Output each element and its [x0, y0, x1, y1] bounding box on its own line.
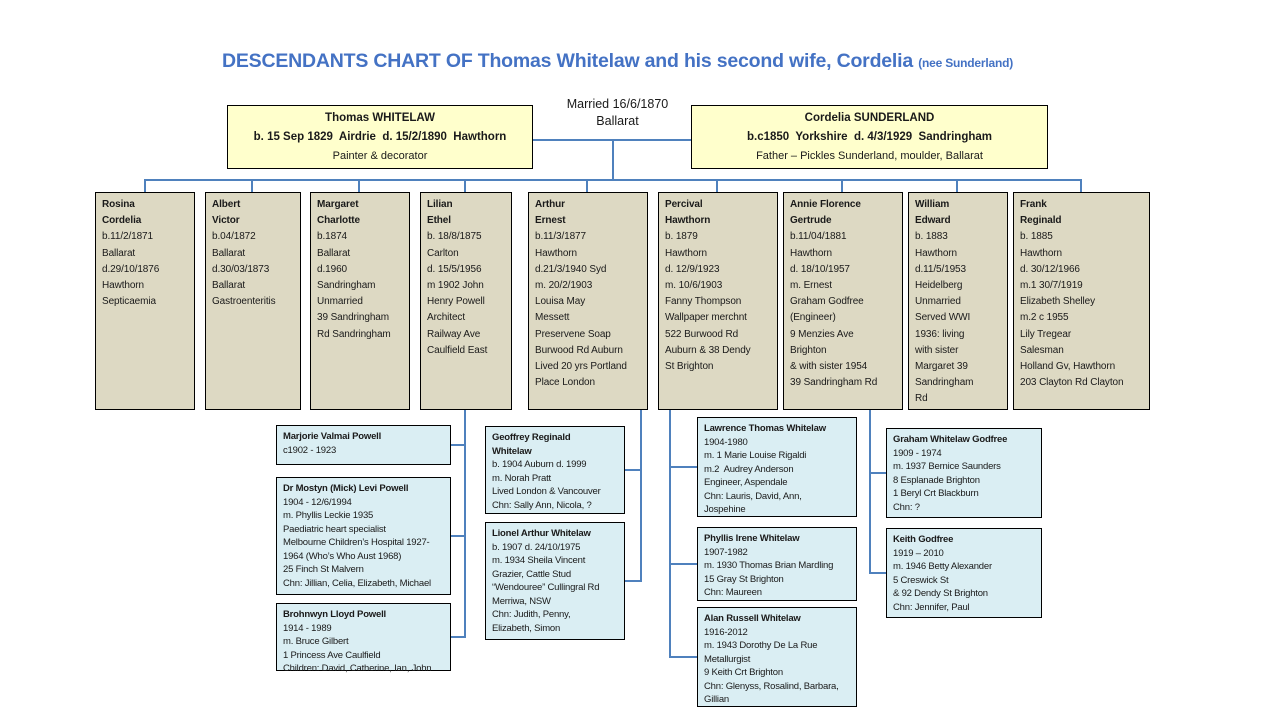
person-details: b. 1883 Hawthorn d.11/5/1953 Heidelberg Unmarried Served WWI 1936: living with sister Margaret 39 Sandringham Rd — [915, 231, 974, 405]
parent-box-thomas-whitelaw — [227, 105, 533, 169]
connector-line — [671, 656, 697, 658]
person-details: b. 18/8/1875 Carlton d. 15/5/1956 m 1902 John Henry Powell Architect Railway Ave Caulfield East — [427, 231, 488, 356]
person-details: 1914 - 1989 m. Bruce Gilbert 1 Princess Ave Caulfield Children: David, Catherine, Ian, John — [283, 622, 432, 674]
grandchild-box-lawrence-thomas-whitelaw — [697, 417, 857, 517]
person-name: Arthur Ernest — [535, 199, 566, 227]
child-box-arthur-ernest — [528, 192, 648, 410]
person-details: b. 1885 Hawthorn d. 30/12/1966 m.1 30/7/1919 Elizabeth Shelley m.2 c 1955 Lily Tregear Salesman Holland Gv, Hawthorn 203 Clayton Rd Clayton — [1020, 231, 1124, 389]
person-name: Marjorie Valmai Powell — [283, 431, 382, 442]
person-details: 1904-1980 m. 1 Marie Louise Rigaldi m.2 Audrey Anderson Engineer, Aspendale Chn: Lauris, David, Ann, Jospehine — [704, 436, 807, 515]
grandchild-box-geoffrey-reginald-whitelaw — [485, 426, 625, 514]
connector-line — [625, 469, 640, 471]
person-name: Lawrence Thomas Whitelaw — [704, 423, 826, 434]
connector-line — [464, 410, 466, 638]
person-details: 1904 - 12/6/1994 m. Phyllis Leckie 1935 Paediatric heart specialist Melbourne Children’s Hospital 1927- 1964 (Who’s Who Aust 1968) 25 Finch St Malvern Chn: Jillian, Celia, Elizabeth, Michael — [283, 496, 431, 589]
connector-line — [640, 410, 642, 582]
person-name: Lionel Arthur Whitelaw — [492, 528, 591, 539]
person-name: Brohnwyn Lloyd Powell — [283, 609, 386, 620]
person-name: Annie Florence Gertrude — [790, 199, 861, 227]
person-details: Father – Pickles Sunderland, moulder, Ballarat — [756, 150, 983, 162]
connector-line — [956, 179, 958, 192]
person-details: c1902 - 1923 — [283, 444, 337, 456]
person-name: Lilian Ethel — [427, 199, 453, 227]
child-box-rosina-cordelia — [95, 192, 195, 410]
person-name: Frank Reginald — [1020, 199, 1062, 227]
chart-title-main: DESCENDANTS CHART OF Thomas Whitelaw and his second wife, Cordelia — [221, 50, 914, 72]
person-details: 1916-2012 m. 1943 Dorothy De La Rue Metallurgist 9 Keith Crt Brighton Chn: Glenyss, Rosalind, Barbara, Gillian — [704, 626, 839, 705]
person-details: b.11/3/1877 Hawthorn d.21/3/1940 Syd m. 20/2/1903 Louisa May Messett Preservene Soap Burwood Rd Auburn Lived 20 yrs Portland Place London — [535, 231, 627, 389]
person-details: 1907-1982 m. 1930 Thomas Brian Mardling 15 Gray St Brighton Chn: Maureen — [704, 546, 834, 598]
grandchild-box-keith-godfree — [886, 528, 1042, 618]
connector-line — [669, 410, 671, 658]
connector-line — [871, 472, 886, 474]
grandchild-box-graham-whitelaw-godfree — [886, 428, 1042, 518]
connector-line — [144, 179, 146, 192]
chart-title-suffix: (nee Sunderland) — [918, 56, 1014, 70]
person-name: Alan Russell Whitelaw — [704, 613, 801, 624]
connector-line — [358, 179, 360, 192]
person-name: Albert Victor — [212, 199, 241, 227]
person-name: Cordelia SUNDERLAND b.c1850 Yorkshire d. 4/3/1929 Sandringham — [746, 112, 993, 143]
person-name: Graham Whitelaw Godfree — [893, 434, 1008, 445]
connector-line — [1080, 179, 1082, 192]
child-box-percival-hawthorn — [658, 192, 778, 410]
person-name: Thomas WHITELAW b. 15 Sep 1829 Airdrie d. 15/2/1890 Hawthorn — [253, 112, 507, 143]
connector-line — [671, 466, 697, 468]
person-name: Rosina Cordelia — [102, 199, 142, 227]
person-name: Phyllis Irene Whitelaw — [704, 533, 800, 544]
person-details: 1909 - 1974 m. 1937 Bernice Saunders 8 Esplanade Brighton 1 Beryl Crt Blackburn Chn: ? — [893, 447, 1001, 513]
person-details: b.04/1872 Ballarat d.30/03/1873 Ballarat Gastroenteritis — [212, 231, 276, 308]
connector-line — [450, 636, 464, 638]
connector-line — [625, 580, 640, 582]
marriage-label: Married 16/6/1870 Ballarat — [566, 97, 669, 128]
child-box-frank-reginald — [1013, 192, 1150, 410]
grandchild-box-marjorie-valmai-powell — [276, 425, 451, 465]
person-details: b. 1879 Hawthorn d. 12/9/1923 m. 10/6/1903 Fanny Thompson Wallpaper merchnt 522 Burwood Rd Auburn & 38 Dendy St Brighton — [665, 231, 751, 373]
person-name: Keith Godfree — [893, 534, 954, 545]
grandchild-box-mostyn-levi-powell — [276, 477, 451, 595]
person-name: Margaret Charlotte — [317, 199, 360, 227]
connector-line — [871, 572, 886, 574]
connector-line — [671, 563, 697, 565]
person-details: b. 1907 d. 24/10/1975 m. 1934 Sheila Vincent Grazier, Cattle Stud “Wendouree” Cullingral Rd Merriwa, NSW Chn: Judith, Penny, Elizabeth, Simon — [492, 541, 600, 634]
child-box-lilian-ethel — [420, 192, 512, 410]
person-details: b.1874 Ballarat d.1960 Sandringham Unmarried 39 Sandringham Rd Sandringham — [317, 231, 391, 340]
connector-line — [464, 179, 466, 192]
connector-line — [612, 139, 614, 180]
connector-line — [450, 535, 464, 537]
connector-line — [869, 410, 871, 574]
child-box-margaret-charlotte — [310, 192, 410, 410]
connector-line — [144, 179, 1082, 181]
person-details: b.11/2/1871 Ballarat d.29/10/1876 Hawthorn Septicaemia — [102, 231, 160, 308]
chart-title — [0, 50, 1235, 73]
connector-line — [450, 444, 464, 446]
connector-line — [586, 179, 588, 192]
connector-line — [716, 179, 718, 192]
grandchild-box-lionel-arthur-whitelaw — [485, 522, 625, 640]
child-box-william-edward — [908, 192, 1008, 410]
grandchild-box-alan-russell-whitelaw — [697, 607, 857, 707]
connector-line — [251, 179, 253, 192]
person-name: Dr Mostyn (Mick) Levi Powell — [283, 483, 409, 494]
person-details: b. 1904 Auburn d. 1999 m. Norah Pratt Lived London & Vancouver Chn: Sally Ann, Nicola, ? — [492, 459, 601, 511]
person-details: 1919 – 2010 m. 1946 Betty Alexander 5 Creswick St & 92 Dendy St Brighton Chn: Jennifer, Paul — [893, 547, 992, 613]
parent-box-cordelia-sunderland — [691, 105, 1048, 169]
grandchild-box-phyllis-irene-whitelaw — [697, 527, 857, 601]
child-box-albert-victor — [205, 192, 301, 410]
person-details: Painter & decorator — [332, 150, 428, 162]
person-details: b.11/04/1881 Hawthorn d. 18/10/1957 m. Ernest Graham Godfree (Engineer) 9 Menzies Ave Brighton & with sister 1954 39 Sandringham Rd — [790, 231, 878, 389]
person-name: Geoffrey Reginald Whitelaw — [492, 432, 571, 457]
child-box-annie-florence-gertrude — [783, 192, 903, 410]
connector-line — [841, 179, 843, 192]
person-name: Percival Hawthorn — [665, 199, 711, 227]
person-name: William Edward — [915, 199, 951, 227]
grandchild-box-brohnwyn-lloyd-powell — [276, 603, 451, 674]
